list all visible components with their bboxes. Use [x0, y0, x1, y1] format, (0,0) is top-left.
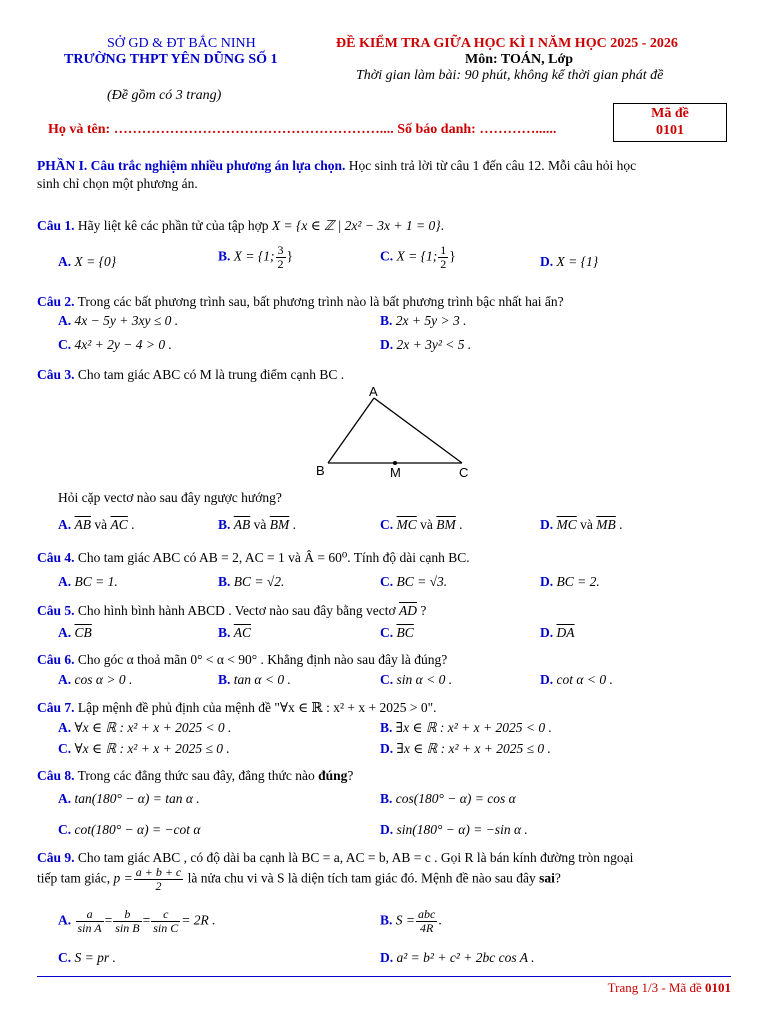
q1-label: Câu 1. — [37, 218, 75, 233]
part1-title: PHẦN I. Câu trắc nghiệm nhiều phương án lựa chọn. — [37, 158, 346, 173]
exam-title: ĐỀ KIỂM TRA GIỮA HỌC KÌ I NĂM HỌC 2025 - 2026 — [336, 36, 678, 51]
footer-divider — [37, 976, 731, 977]
student-info-line — [48, 122, 556, 138]
q4-option-b[interactable]: B. BC = √2. — [218, 574, 285, 589]
q1-option-d[interactable]: D. X = {1} — [540, 254, 599, 269]
side-ab — [328, 398, 374, 463]
q8-option-c[interactable]: C. cot(180° − α) = −cot α — [58, 822, 201, 837]
q2-option-a[interactable]: A. 4x − 5y + 3xy ≤ 0 . — [58, 313, 179, 328]
q5-option-a[interactable]: A. $\overline{CB}$ — [58, 625, 92, 640]
question-9: Câu 9. Cho tam giác ABC , có độ dài ba cạnh là BC = a, AC = b, AB = c . Gọi R là bán kính đường tròn ngoại — [37, 850, 634, 865]
q8-option-b[interactable]: B. cos(180° − α) = cos α — [380, 791, 516, 806]
q3-option-c[interactable]: C. $\overline{MC}$ và $\overline{BM}$ . — [380, 517, 463, 532]
q9-option-a[interactable]: A. $\frac{a}{\text{sin A}}$ = $\frac{b}{\text{sin B}}$ = $\frac{c}{\text{sin C}}$ = 2R . — [58, 907, 216, 935]
label-b: B — [316, 463, 325, 478]
question-3: Câu 3. Cho tam giác ABC có M là trung điểm cạnh BC . — [37, 367, 345, 382]
q6-option-c[interactable]: C. sin α < 0 . — [380, 672, 453, 687]
triangle-figure — [310, 384, 480, 484]
exam-code-value: 0101 — [656, 123, 684, 138]
side-ac — [374, 398, 462, 463]
q9-option-c[interactable]: C. S = pr . — [58, 950, 116, 965]
q8-option-d[interactable]: D. sin(180° − α) = −sin α . — [380, 822, 528, 837]
exam-code-box — [613, 103, 727, 142]
q6-option-b[interactable]: B. tan α < 0 . — [218, 672, 291, 687]
q2-option-d[interactable]: D. 2x + 3y² < 5 . — [380, 337, 472, 352]
sbd-label: Số báo danh: — [397, 122, 476, 137]
q3-option-d[interactable]: D. $\overline{MC}$ và $\overline{MB}$ . — [540, 517, 623, 532]
q1-option-c[interactable]: C. X = {1; $\frac{1}{2}$ } — [380, 243, 456, 271]
q7-option-a[interactable]: A. ∀x ∈ ℝ : x² + x + 2025 < 0 . — [58, 720, 232, 735]
q6-option-a[interactable]: A. cos α > 0 . — [58, 672, 133, 687]
page-count-note: (Đề gồm có 3 trang) — [107, 88, 222, 103]
sbd-dots: …………...... — [479, 122, 557, 137]
part1-instruction-2: sinh chỉ chọn một phương án. — [37, 176, 198, 191]
label-c: C — [459, 465, 469, 480]
name-dots: ………………………………………………….... — [113, 122, 394, 137]
q7-option-c[interactable]: C. ∀x ∈ ℝ : x² + x + 2025 ≤ 0 . — [58, 741, 230, 756]
name-label: Họ và tên: — [48, 122, 111, 137]
q3-option-b[interactable]: B. $\overline{AB}$ và $\overline{BM}$ . — [218, 517, 297, 532]
q5-option-c[interactable]: C. $\overline{BC}$ — [380, 625, 414, 640]
department-name: SỞ GD & ĐT BẮC NINH — [107, 36, 256, 51]
q9-option-b[interactable]: B. S = $\frac{\text{abc}}{4R}$ . — [380, 907, 442, 935]
question-9-line2: tiếp tam giác, p = $\frac{a + b + c}{2}$ là nửa chu vi và S là diện tích tam giác đó. Mệnh đề nào sau đây sai? — [37, 865, 561, 893]
label-m: M — [390, 465, 401, 480]
q9-option-d[interactable]: D. a² = b² + c² + 2bc cos A . — [380, 950, 535, 965]
question-8: Câu 8. Trong các đẳng thức sau đây, đẳng thức nào đúng? — [37, 768, 354, 783]
q1-set: X = {x ∈ ℤ | 2x² − 3x + 1 = 0} — [271, 218, 441, 233]
q8-option-a[interactable]: A. tan(180° − α) = tan α . — [58, 791, 200, 806]
question-5: Câu 5. Cho hình bình hành ABCD . Vectơ nào sau đây bằng vectơ $\overline{AD}$ ? — [37, 603, 427, 618]
question-2: Câu 2. Trong các bất phương trình sau, bất phương trình nào là bất phương trình bậc nhất hai ẩn? — [37, 294, 564, 309]
exam-code-label: Mã đề — [651, 106, 689, 121]
q7-option-b[interactable]: B. ∃x ∈ ℝ : x² + x + 2025 < 0 . — [380, 720, 552, 735]
time-line: Thời gian làm bài: 90 phút, không kể thời gian phát đề — [356, 68, 664, 83]
school-name: TRƯỜNG THPT YÊN DŨNG SỐ 1 — [64, 52, 278, 67]
q2-option-b[interactable]: B. 2x + 5y > 3 . — [380, 313, 467, 328]
q3-ask: Hỏi cặp vectơ nào sau đây ngược hướng? — [58, 490, 282, 505]
page-footer: Trang 1/3 - Mã đề 0101 — [607, 980, 731, 995]
q4-option-d[interactable]: D. BC = 2. — [540, 574, 600, 589]
q2-option-c[interactable]: C. 4x² + 2y − 4 > 0 . — [58, 337, 172, 352]
part1-instruction: Học sinh trả lời từ câu 1 đến câu 12. Mỗi câu hỏi học — [348, 158, 637, 173]
question-4: Câu 4. Cho tam giác ABC có AB = 2, AC = 1 và Â = 60⁰. Tính độ dài cạnh BC. — [37, 550, 470, 565]
q4-option-a[interactable]: A. BC = 1. — [58, 574, 118, 589]
q5-option-d[interactable]: D. $\overline{DA}$ — [540, 625, 575, 640]
question-1: Câu 1. Hãy liệt kê các phần tử của tập hợp X = {x ∈ ℤ | 2x² − 3x + 1 = 0}. — [37, 218, 445, 233]
label-a: A — [369, 384, 378, 399]
question-7: Câu 7. Lập mệnh đề phủ định của mệnh đề "∀x ∈ ℝ : x² + x + 2025 > 0". — [37, 700, 437, 715]
q5-option-b[interactable]: B. $\overline{AC}$ — [218, 625, 252, 640]
q1-option-b[interactable]: B. X = {1; $\frac{3}{2}$ } — [218, 243, 294, 271]
q7-option-d[interactable]: D. ∃x ∈ ℝ : x² + x + 2025 ≤ 0 . — [380, 741, 551, 756]
q6-option-d[interactable]: D. cot α < 0 . — [540, 672, 613, 687]
part1-heading — [37, 158, 636, 174]
subject-line: Môn: TOÁN, Lớp — [465, 52, 573, 67]
q4-option-c[interactable]: C. BC = √3. — [380, 574, 448, 589]
q3-option-a[interactable]: A. $\overline{AB}$ và $\overline{AC}$ . — [58, 517, 135, 532]
question-6: Câu 6. Cho góc α thoả mãn 0° < α < 90° . Khẳng định nào sau đây là đúng? — [37, 652, 448, 667]
q1-text: Hãy liệt kê các phần tử của tập hợp — [77, 218, 269, 233]
q1-option-a[interactable]: A. X = {0} — [58, 254, 117, 269]
